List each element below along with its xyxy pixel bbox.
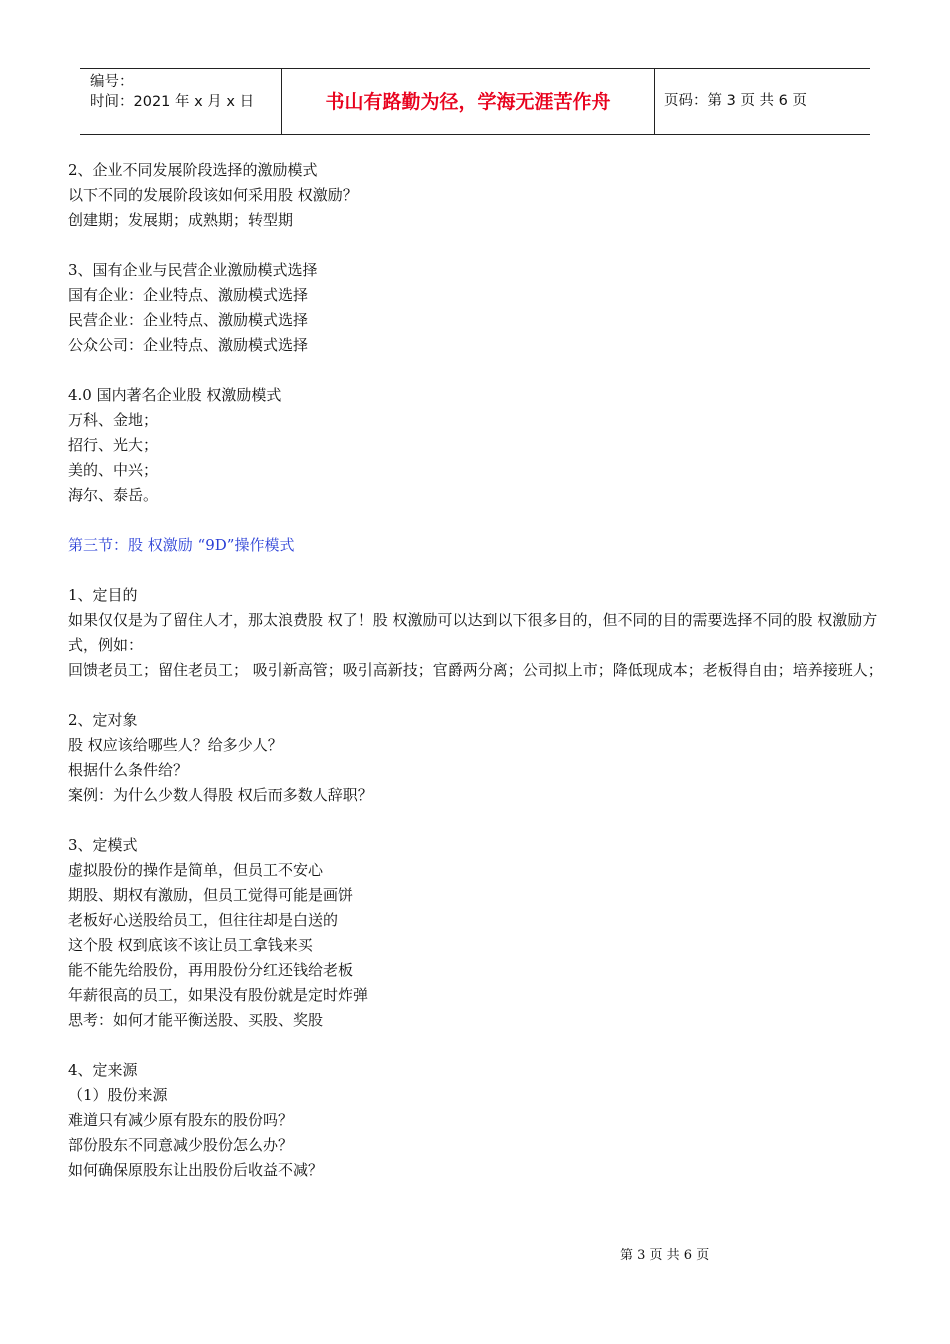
heading-development-stages: 2、企业不同发展阶段选择的激励模式 (68, 161, 318, 179)
paragraph-line: 难道只有减少原有股东的股份吗？ (68, 1111, 294, 1129)
paragraph-line: 股 权应该给哪些人？给多少人？ (68, 736, 283, 754)
paragraph-line: 虚拟股份的操作是简单，但员工不安心 (68, 861, 324, 879)
header-motto-cell (282, 69, 655, 134)
paragraph-line: 部份股东不同意减少股份怎么办？ (68, 1136, 294, 1154)
heading-famous-companies: 4.0 国内著名企业股 权激励模式 (68, 386, 282, 404)
paragraph-line: 国有企业：企业特点、激励模式选择 (68, 286, 309, 304)
heading-define-source: 4、定来源 (68, 1061, 138, 1079)
paragraph-line: 海尔、泰岳。 (68, 486, 159, 504)
heading-define-purpose: 1、定目的 (68, 586, 138, 604)
paragraph-line: 如何确保原股东让出股份后收益不减？ (68, 1161, 324, 1179)
paragraph-line: 以下不同的发展阶段该如何采用股 权激励？ (68, 186, 358, 204)
paragraph-line: 案例：为什么少数人得股 权后而多数人辞职？ (68, 786, 373, 804)
paragraph-line: 能不能先给股份，再用股份分红还钱给老板 (68, 961, 354, 979)
header-motto: 书山有路勤为径，学海无涯苦作舟 (325, 91, 611, 113)
spacer (68, 508, 888, 533)
paragraph-wrapped: 回馈老员工；留住老员工； 吸引新高管；吸引高新技；官爵两分离；公司拟上市；降低现成本；老板得自由；培养接班人； (68, 661, 883, 679)
document-number-label: 编号： (90, 74, 134, 90)
heading-state-vs-private: 3、国有企业与民营企业激励模式选择 (68, 261, 318, 279)
paragraph-line: 创建期；发展期；成熟期；转型期 (68, 211, 294, 229)
page-header (80, 68, 870, 135)
paragraph-wrapped: 如果仅仅是为了留住人才，那太浪费股 权了！股 权激励可以达到以下很多目的，但不同的目的需要选择不同的股 权激励方式，例如： (68, 611, 878, 654)
paragraph-line: 美的、中兴； (68, 461, 159, 479)
spacer (68, 808, 888, 833)
spacer (68, 558, 888, 583)
spacer (68, 1033, 888, 1058)
heading-define-recipients: 2、定对象 (68, 711, 138, 729)
paragraph-line: 万科、金地； (68, 411, 159, 429)
paragraph-line: 根据什么条件给？ (68, 761, 189, 779)
header-page-number: 页码：第 3 页 共 6 页 (664, 93, 807, 109)
paragraph-line: 思考：如何才能平衡送股、买股、奖股 (68, 1011, 324, 1029)
document-body (68, 158, 888, 1183)
paragraph-line: 这个股 权到底该不该让员工拿钱来买 (68, 936, 313, 954)
document-date: 时间：2021 年 x 月 x 日 (90, 94, 255, 110)
paragraph-line: 年薪很高的员工，如果没有股份就是定时炸弹 (68, 986, 369, 1004)
spacer (68, 233, 888, 258)
paragraph-line: 民营企业：企业特点、激励模式选择 (68, 311, 309, 329)
paragraph-line: 老板好心送股给员工，但往往却是白送的 (68, 911, 339, 929)
paragraph-line: 招行、光大； (68, 436, 159, 454)
section-title: 第三节：股 权激励 “9D”操作模式 (68, 536, 295, 554)
spacer (68, 683, 888, 708)
paragraph-line: 公众公司：企业特点、激励模式选择 (68, 336, 309, 354)
paragraph-line: 期股、期权有激励，但员工觉得可能是画饼 (68, 886, 354, 904)
spacer (68, 358, 888, 383)
heading-define-model: 3、定模式 (68, 836, 138, 854)
header-page-cell (655, 69, 870, 134)
header-left-cell (80, 69, 282, 134)
subheading-share-source: （1）股份来源 (68, 1086, 168, 1104)
page-footer-number: 第 3 页 共 6 页 (620, 1248, 710, 1263)
